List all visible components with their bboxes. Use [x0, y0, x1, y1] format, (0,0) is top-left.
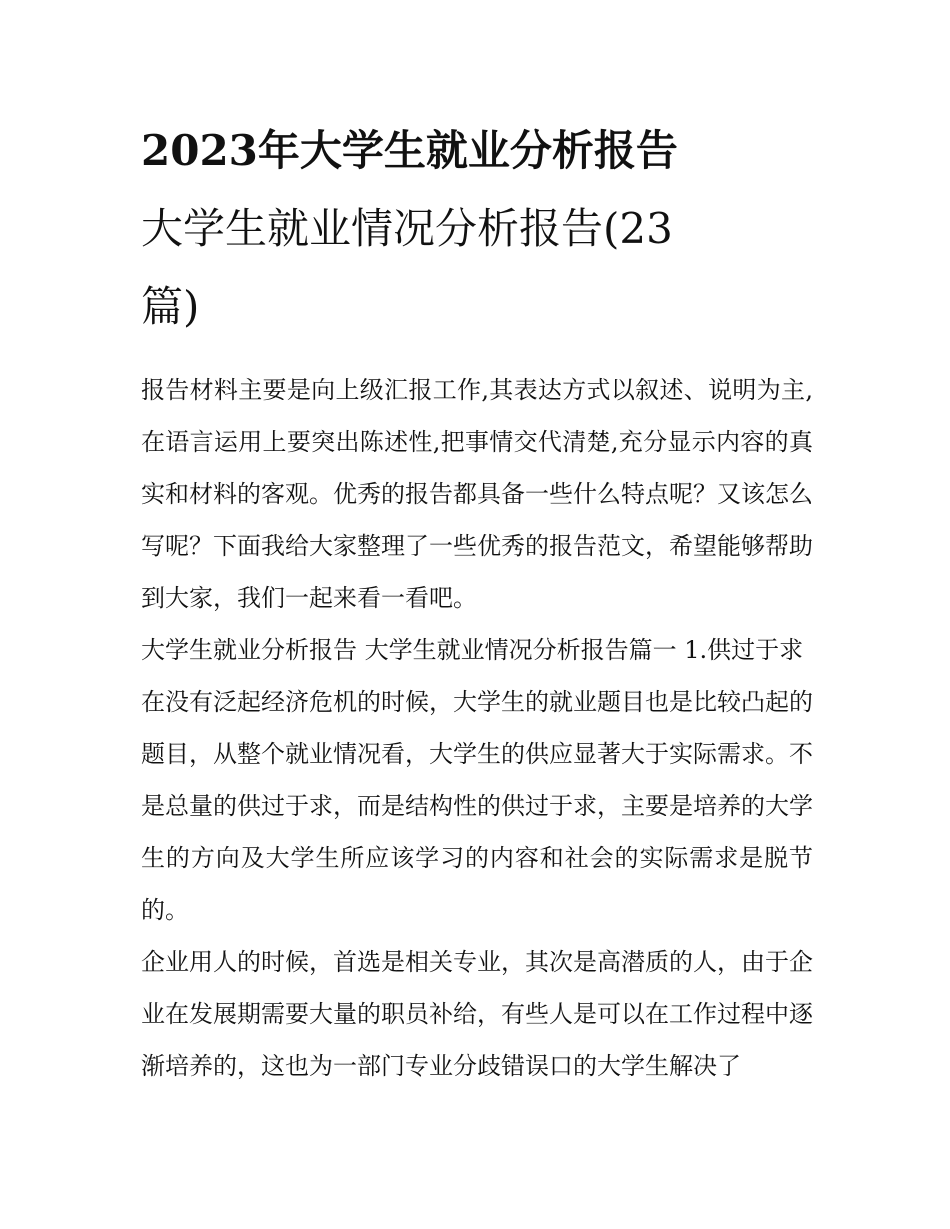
title-line-1: 2023年大学生就业分析报告 — [141, 126, 678, 175]
document-title — [141, 112, 813, 346]
intro-paragraph: 报告材料主要是向上级汇报工作,其表达方式以叙述、说明为主,在语言运用上要突出陈述性,把事情交代清楚,充分显示内容的真实和材料的客观。优秀的报告都具备一些什么特点呢？又该怎么写呢？下面我给大家整理了一些优秀的报告范文，希望能够帮助到大家，我们一起来看一看吧。 — [141, 376, 813, 612]
title-line-2: 大学生就业情况分析报告(23 — [141, 204, 673, 253]
body-paragraph-2: 企业用人的时候，首选是相关专业，其次是高潜质的人，由于企业在发展期需要大量的职员补给，有些人是可以在工作过程中逐渐培养的，这也为一部门专业分歧错误口的大学生解决了 — [141, 948, 813, 1080]
document-body — [141, 112, 813, 1092]
section-heading: 大学生就业分析报告 大学生就业情况分析报告篇一 1.供过于求 — [141, 636, 804, 664]
title-line-3: 篇) — [141, 282, 200, 331]
body-paragraph-1: 在没有泛起经济危机的时候，大学生的就业题目也是比较凸起的题目，从整个就业情况看，大学生的供应显著大于实际需求。不是总量的供过于求，而是结构性的供过于求，主要是培养的大学生的方向及大学生所应该学习的内容和社会的实际需求是脱节的。 — [141, 688, 813, 924]
